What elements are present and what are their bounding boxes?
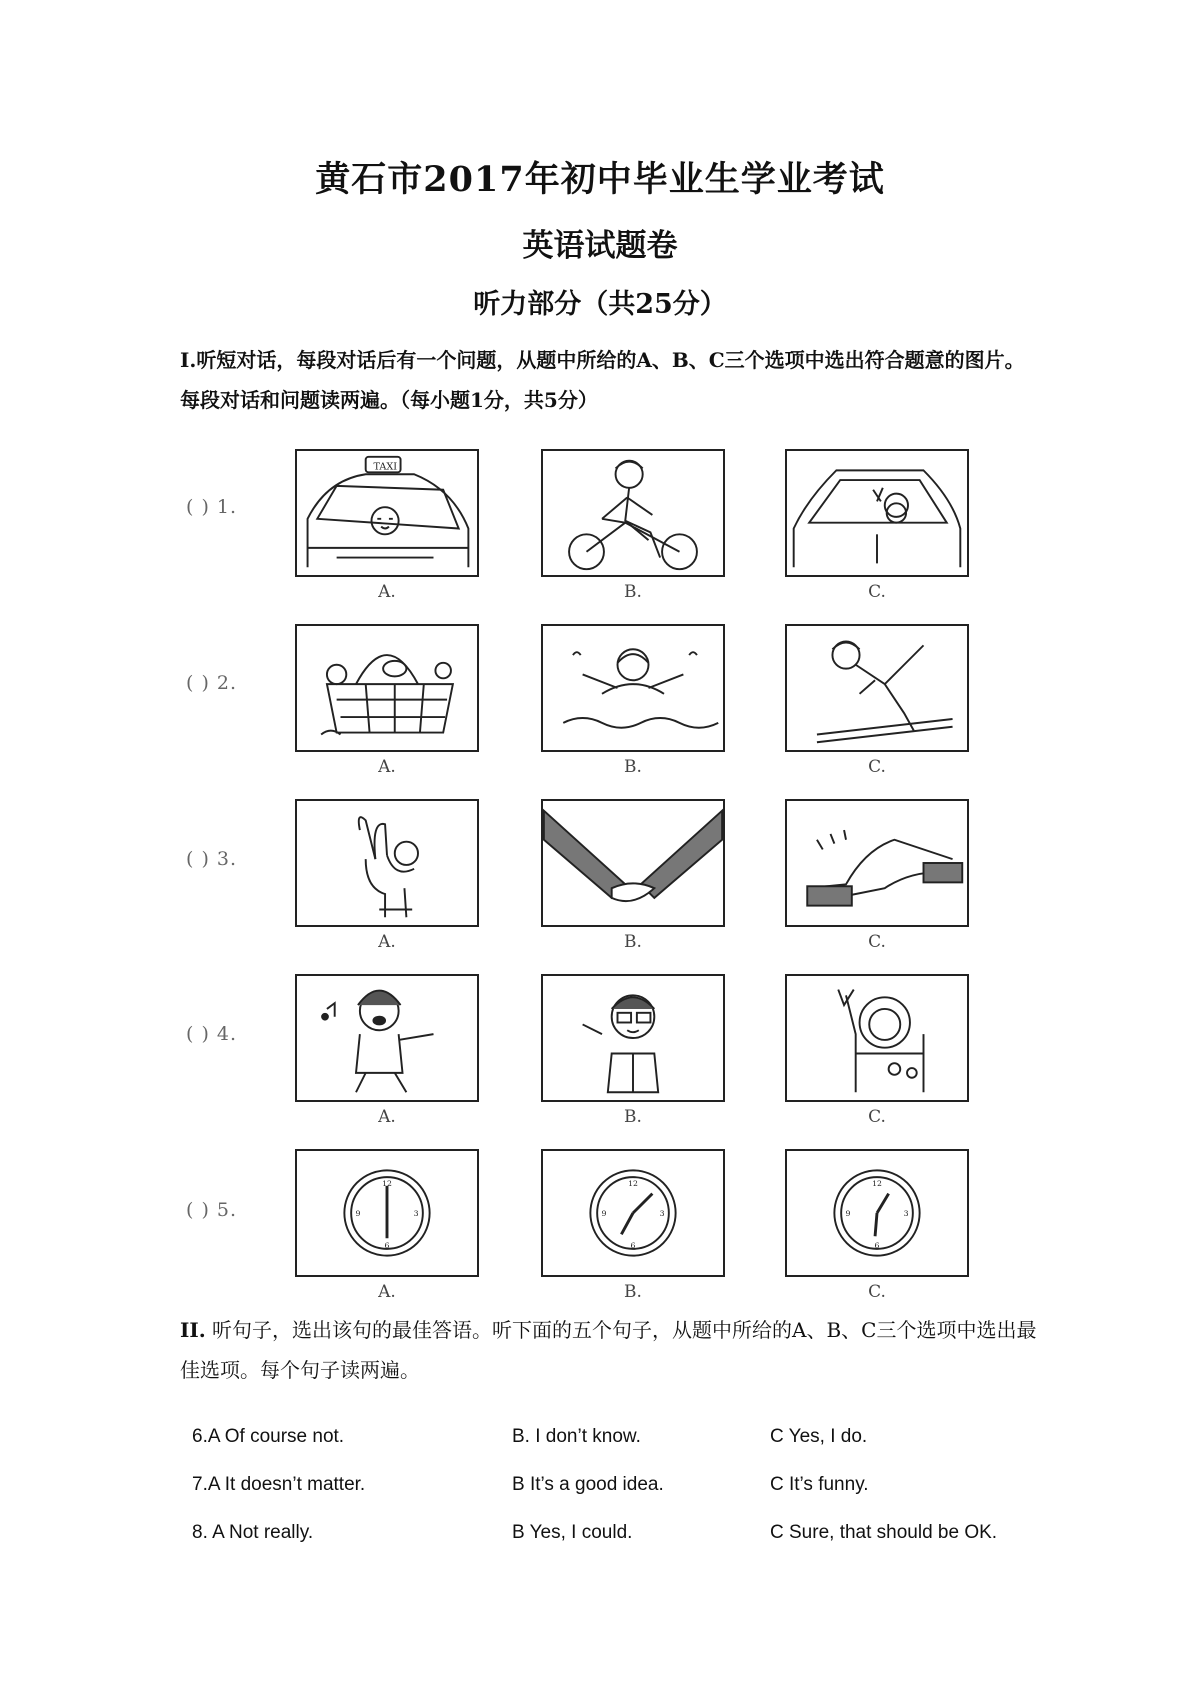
option-label: C. [868, 932, 886, 952]
svg-text:9: 9 [601, 1208, 607, 1218]
svg-text:9: 9 [845, 1208, 851, 1218]
clock-icon [295, 1149, 479, 1277]
answer-option: B It’s a good idea. [512, 1474, 664, 1495]
option-label: A. [378, 1107, 396, 1127]
handshake-icon [541, 799, 725, 927]
vegetable-basket-icon [295, 624, 479, 752]
option-label: B. [624, 932, 642, 952]
astronaut-icon [785, 974, 969, 1102]
part1-instruction: Ⅰ.听短对话，每段对话后有一个问题，从题中所给的A、B、C三个选项中选出符合题意的图片。每段对话和问题读两遍。（每小题1分，共5分） [180, 348, 1025, 412]
skier-icon [785, 624, 969, 752]
option-label: A. [378, 932, 396, 952]
option-label: C. [868, 1282, 886, 1302]
option-label: A. [378, 1282, 396, 1302]
answer-option: 7.A It doesn’t matter. [192, 1474, 366, 1495]
part2-lead: II. [180, 1318, 206, 1342]
svg-text:9: 9 [355, 1208, 361, 1218]
question-label: ( ) 5. [186, 1199, 238, 1221]
clapping-icon [785, 799, 969, 927]
svg-text:6: 6 [874, 1240, 880, 1250]
option-label: A. [378, 582, 396, 602]
taxi-icon [295, 449, 479, 577]
teacher-icon [541, 974, 725, 1102]
option-label: B. [624, 1282, 642, 1302]
svg-text:6: 6 [384, 1240, 390, 1250]
answer-option: B Yes, I could. [512, 1522, 633, 1543]
option-label: B. [624, 757, 642, 777]
svg-text:TAXI: TAXI [373, 461, 398, 473]
part2-instruction [180, 1310, 1040, 1390]
question-label: ( ) 2. [186, 672, 238, 694]
svg-text:3: 3 [413, 1208, 419, 1218]
svg-text:12: 12 [382, 1178, 392, 1188]
answer-option: C It’s funny. [770, 1474, 869, 1495]
answer-option: C Sure, that should be OK. [770, 1522, 998, 1543]
cyclist-icon [541, 449, 725, 577]
svg-text:6: 6 [630, 1240, 636, 1250]
option-label: C. [868, 757, 886, 777]
exam-title: 黄石市2017年初中毕业生学业考试 [315, 159, 885, 200]
question-label: ( ) 1. [186, 496, 238, 518]
clock-icon [541, 1149, 725, 1277]
option-label: C. [868, 1107, 886, 1127]
clock-icon [785, 1149, 969, 1277]
option-label: B. [624, 582, 642, 602]
part2-text: 听句子，选出该句的最佳答语。听下面的五个句子，从题中所给的A、B、C三个选项中选出最佳选项。每个句子读两遍。 [180, 1318, 1037, 1382]
svg-text:12: 12 [628, 1178, 638, 1188]
answer-option: B. I don’t know. [512, 1426, 641, 1447]
swimmer-icon [541, 624, 725, 752]
question-label: ( ) 3. [186, 848, 238, 870]
question-label: ( ) 4. [186, 1023, 238, 1045]
car-icon [785, 449, 969, 577]
exam-subtitle: 英语试题卷 [522, 228, 678, 264]
svg-text:3: 3 [659, 1208, 665, 1218]
ok-hand-icon [295, 799, 479, 927]
section-title: 听力部分（共25分） [473, 289, 727, 320]
option-label: A. [378, 757, 396, 777]
option-label: C. [868, 582, 886, 602]
svg-text:12: 12 [872, 1178, 882, 1188]
svg-text:3: 3 [903, 1208, 909, 1218]
singer-icon [295, 974, 479, 1102]
answer-option: C Yes, I do. [770, 1426, 868, 1447]
answer-option: 8. A Not really. [192, 1522, 314, 1543]
answer-option: 6.A Of course not. [192, 1426, 345, 1447]
option-label: B. [624, 1107, 642, 1127]
